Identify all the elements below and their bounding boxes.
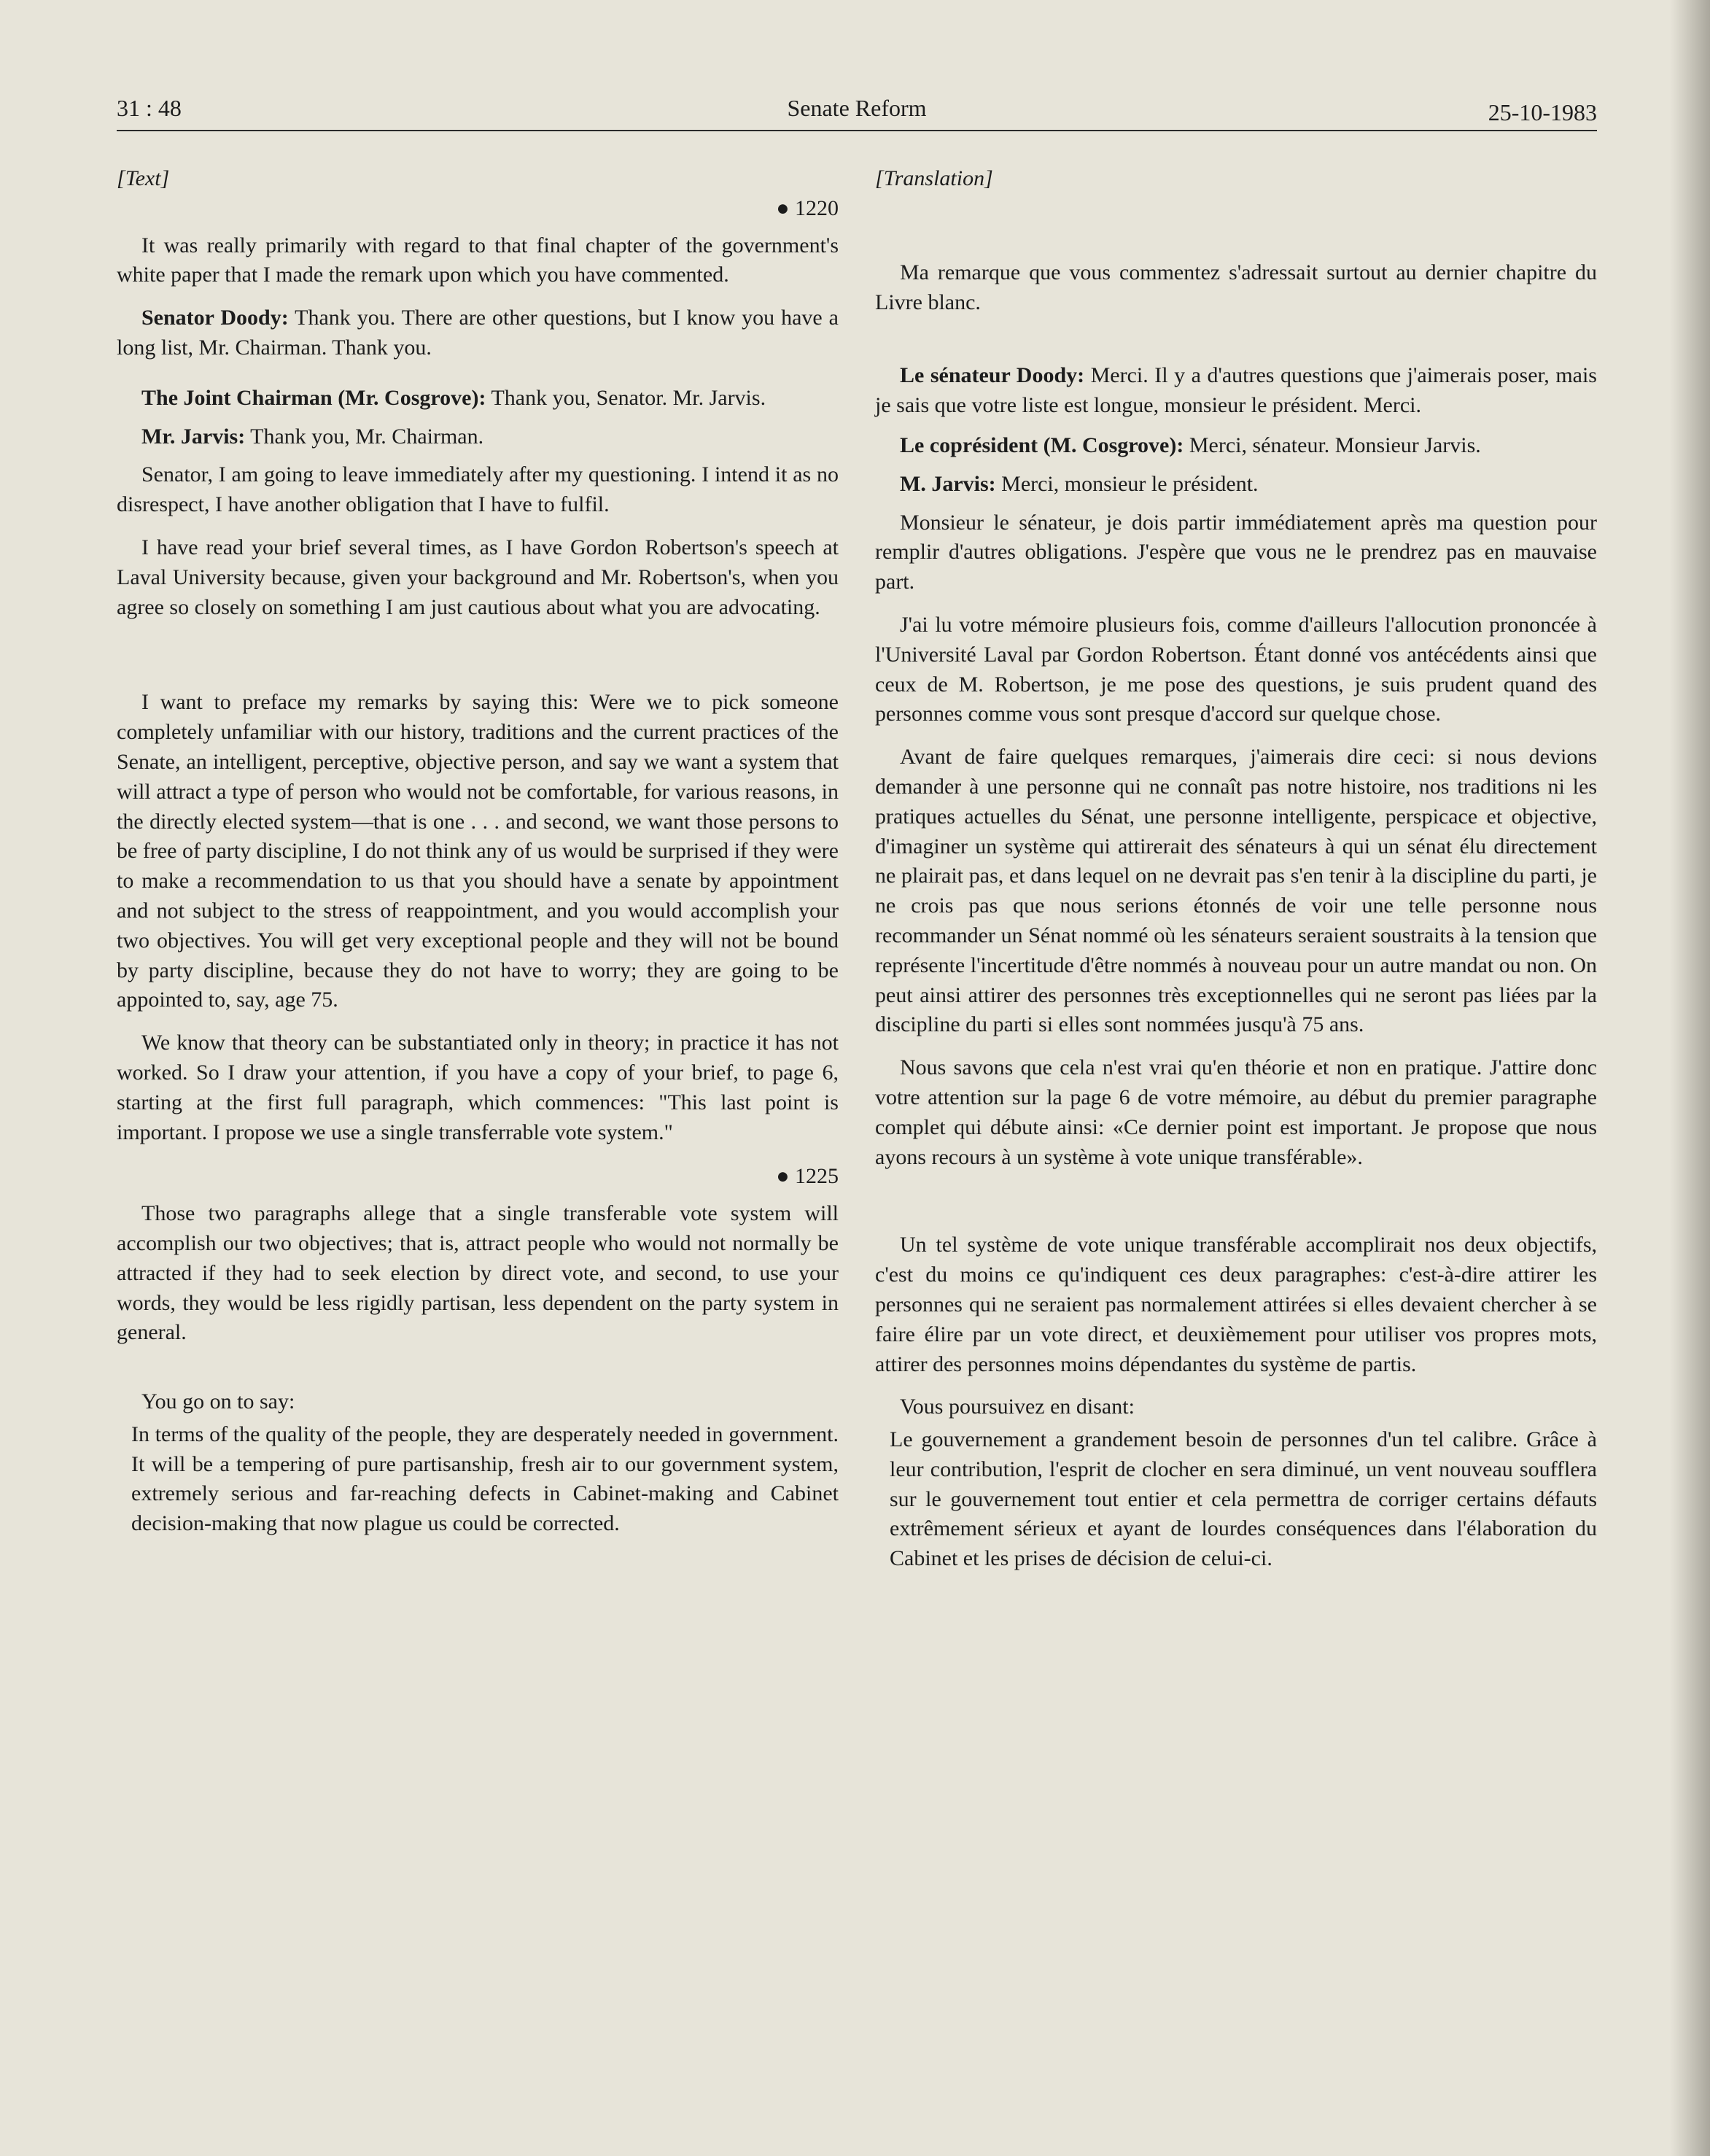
paragraph: It was really primarily with regard to that final chapter of the government's white paper that I made the remark upon which you have commented. (117, 233, 839, 287)
paragraph: Ma remarque que vous commentez s'adressait surtout au dernier chapitre du Livre blanc. (875, 260, 1597, 314)
paragraph: I have read your brief several times, as I have Gordon Robertson's speech at Laval University because, given your background and Mr. Robertson's, when you agree so closely on something I am just cautious about what you are advocating. (117, 535, 839, 619)
timestamp-1220: ● 1220 (776, 195, 839, 220)
paragraph: I want to preface my remarks by saying this: Were we to pick someone completely unfamiliar with our history, traditions and the current practices of the Senate, an intelligent, perceptive, objective person, and say we want a system that will attract a type of person who would not be comfortable, for various reasons, in the directly elected system—that is one . . . and second, we want those persons to be free of party discipline, I do not think any of us would be surprised if they were to make a recommendation to us that you should have a senate by appointment and not subject to the stress of reappointment, and you would accomplish your two objectives. You will get very exceptional people and they will not be bound by party discipline, because they do not have to worry; they are going to be appointed to, say, age 75. (117, 690, 839, 1012)
paragraph: J'ai lu votre mémoire plusieurs fois, comme d'ailleurs l'allocution prononcée à l'Université Laval par Gordon Robertson. Étant donné vos antécédents ainsi que ceux de M. Robertson, je me pose des questions, je suis prudent quand des personnes comme vous sont presque d'accord sur quelque chose. (875, 612, 1597, 726)
paragraph: Nous savons que cela n'est vrai qu'en théorie et non en pratique. J'attire donc votre attention sur la page 6 de votre mémoire, au début du premier paragraphe complet qui débute ainsi: «Ce dernier point est important. Je propose que nous ayons recours à un système à vote unique transférable». (875, 1055, 1597, 1169)
page-header (117, 95, 1597, 131)
page-edge-shadow (1670, 0, 1710, 2156)
bullet-icon: ● (776, 195, 795, 220)
french-column (875, 164, 1597, 1574)
page-title: Senate Reform (787, 95, 927, 121)
paragraph: Monsieur le sénateur, je dois partir immédiatement après ma question pour remplir d'autres obligations. J'espère que vous ne le prendrez pas en mauvaise part. (875, 510, 1597, 594)
paragraph: We know that theory can be substantiated only in theory; in practice it has not worked. So I draw your attention, if you have a copy of your brief, to page 6, starting at the first full paragraph, which commences: "This last point is important. I propose we use a single transferrable vote system." (117, 1031, 839, 1144)
english-column (117, 164, 839, 1539)
bullet-icon: ● (776, 1164, 795, 1189)
paragraph: You go on to say: (141, 1389, 295, 1414)
speaker-paragraph: Le coprésident (M. Cosgrove): Merci, sénateur. Monsieur Jarvis. (900, 433, 1481, 457)
speaker-paragraph: M. Jarvis: Merci, monsieur le président. (900, 471, 1259, 496)
text-tag: [Text] (117, 166, 170, 190)
paragraph: Those two paragraphs allege that a single transferable vote system will accomplish our two objectives; that is, attract people who would not normally be attracted if they had to seek election by direct vote, and second, to use your words, they would be less rigidly partisan, less dependent on the party system in general. (117, 1201, 839, 1345)
header-rule (117, 130, 1597, 131)
paragraph: Vous poursuivez en disant: (900, 1395, 1135, 1419)
speaker-paragraph: The Joint Chairman (Mr. Cosgrove): Thank you, Senator. Mr. Jarvis. (141, 385, 766, 410)
speaker-paragraph: Le sénateur Doody: Merci. Il y a d'autres questions que j'aimerais poser, mais je sais que votre liste est longue, monsieur le président. Merci. (875, 363, 1597, 418)
page-number: 31 : 48 (117, 95, 182, 121)
block-quote: Le gouvernement a grandement besoin de personnes d'un tel calibre. Grâce à leur contribution, l'esprit de clocher en sera diminué, un vent nouveau soufflera sur le gouvernement tout entier et cela permettra de corriger certains défauts extrêmement sérieux et ayant de lourdes conséquences dans l'élaboration du Cabinet et les prises de décision de celui-ci. (890, 1427, 1597, 1571)
speaker-paragraph: Mr. Jarvis: Thank you, Mr. Chairman. (141, 424, 484, 449)
paragraph: Un tel système de vote unique transférable accomplirait nos deux objectifs, c'est du moins ce qu'indiquent ces deux paragraphes: c'est-à-dire attirer les personnes qui ne seraient pas normalement attirées si elles devaient chercher à se faire élire par un vote direct, et deuxièmement pour utiliser vos propres mots, attirer des personnes moins dépendantes du système de partis. (875, 1233, 1597, 1376)
speaker-paragraph: Senator Doody: Thank you. There are other questions, but I know you have a long list, Mr. Chairman. Thank you. (117, 306, 839, 360)
translation-tag: [Translation] (875, 166, 993, 190)
page-date: 25-10-1983 (1488, 99, 1597, 125)
paragraph: Senator, I am going to leave immediately after my questioning. I intend it as no disrespect, I have another obligation that I have to fulfil. (117, 462, 839, 517)
timestamp-1225: ● 1225 (776, 1164, 839, 1189)
block-quote: In terms of the quality of the people, they are desperately needed in government. It will be a tempering of pure partisanship, fresh air to our government system, extremely serious and far-reaching defects in Cabinet-making and Cabinet decision-making that now plague us could be corrected. (131, 1422, 839, 1536)
paragraph: Avant de faire quelques remarques, j'aimerais dire ceci: si nous devions demander à une personne qui ne connaît pas notre histoire, nos traditions ni les pratiques actuelles du Sénat, une personne intelligente, perspicace et objective, d'imaginer un système qui attirerait des sénateurs à qui un sénat élu directement ne plairait pas, et dans lequel on ne devrait pas s'en tenir à la discipline du parti, je ne crois pas que nous serions étonnés de voir une telle personne nous recommander un Sénat nommé où les sénateurs seraient soustraits à la tension que représente l'incertitude d'être nommés à nouveau pour un autre mandat ou non. On peut ainsi attirer des personnes très exceptionnelles qui ne seront pas liées par la discipline du parti si elles sont nommées jusqu'à 75 ans. (875, 745, 1597, 1037)
